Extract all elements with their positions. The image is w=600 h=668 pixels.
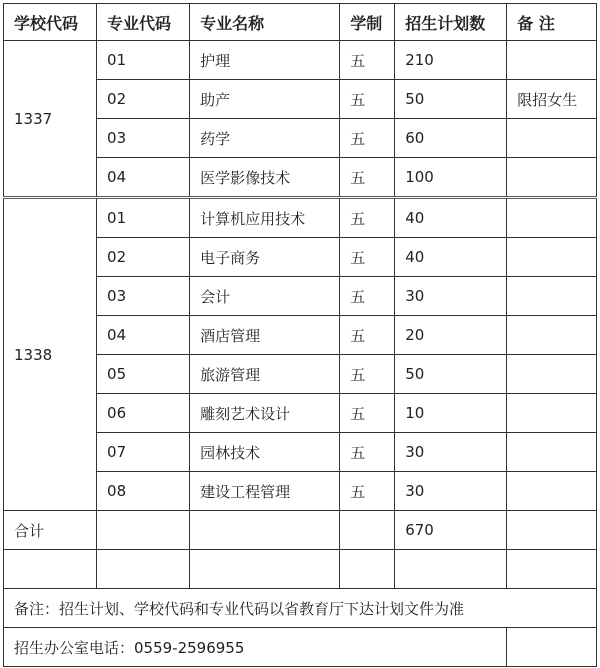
- empty-row: [4, 550, 597, 589]
- note-cell: [507, 119, 597, 158]
- major-name-cell: 雕刻艺术设计: [190, 394, 340, 433]
- plan-cell: 60: [395, 119, 507, 158]
- header-major-name: 专业名称: [190, 4, 340, 41]
- note-cell: [507, 238, 597, 277]
- major-name-cell: 护理: [190, 41, 340, 80]
- empty-cell: [507, 550, 597, 589]
- major-code-cell: 01: [97, 41, 190, 80]
- note-cell: [507, 394, 597, 433]
- empty-cell: [97, 550, 190, 589]
- major-code-cell: 04: [97, 316, 190, 355]
- major-name-cell: 计算机应用技术: [190, 198, 340, 238]
- enrollment-plan-table: [3, 3, 597, 667]
- major-name-cell: 电子商务: [190, 238, 340, 277]
- note-cell: [507, 158, 597, 198]
- table-row: [4, 198, 597, 238]
- plan-cell: 20: [395, 316, 507, 355]
- footer-phone-row: [4, 628, 597, 667]
- note-cell: [507, 41, 597, 80]
- empty-cell: [4, 550, 97, 589]
- plan-cell: 30: [395, 433, 507, 472]
- major-name-cell: 会计: [190, 277, 340, 316]
- years-cell: 五: [340, 394, 395, 433]
- plan-cell: 30: [395, 277, 507, 316]
- note-cell: [507, 277, 597, 316]
- empty-cell: [97, 511, 190, 550]
- major-code-cell: 04: [97, 158, 190, 198]
- years-cell: 五: [340, 158, 395, 198]
- school-code-cell: 1337: [4, 41, 97, 198]
- header-plan: 招生计划数: [395, 4, 507, 41]
- plan-cell: 10: [395, 394, 507, 433]
- major-code-cell: 08: [97, 472, 190, 511]
- major-name-cell: 医学影像技术: [190, 158, 340, 198]
- empty-cell: [340, 511, 395, 550]
- major-name-cell: 建设工程管理: [190, 472, 340, 511]
- major-code-cell: 01: [97, 198, 190, 238]
- plan-cell: 100: [395, 158, 507, 198]
- table-header-row: [4, 4, 597, 41]
- table-row: [4, 41, 597, 80]
- years-cell: 五: [340, 355, 395, 394]
- major-code-cell: 06: [97, 394, 190, 433]
- major-name-cell: 旅游管理: [190, 355, 340, 394]
- empty-cell: [190, 511, 340, 550]
- years-cell: 五: [340, 198, 395, 238]
- note-cell: [507, 198, 597, 238]
- major-code-cell: 05: [97, 355, 190, 394]
- note-cell: [507, 472, 597, 511]
- plan-cell: 210: [395, 41, 507, 80]
- header-years: 学制: [340, 4, 395, 41]
- header-major-code: 专业代码: [97, 4, 190, 41]
- note-cell: 限招女生: [507, 80, 597, 119]
- total-row: [4, 511, 597, 550]
- years-cell: 五: [340, 316, 395, 355]
- plan-cell: 40: [395, 198, 507, 238]
- years-cell: 五: [340, 277, 395, 316]
- note-cell: [507, 316, 597, 355]
- major-name-cell: 药学: [190, 119, 340, 158]
- empty-cell: [507, 511, 597, 550]
- school-code-cell: 1338: [4, 198, 97, 511]
- plan-cell: 40: [395, 238, 507, 277]
- major-code-cell: 03: [97, 119, 190, 158]
- empty-cell: [340, 550, 395, 589]
- years-cell: 五: [340, 238, 395, 277]
- footer-note: 备注：招生计划、学校代码和专业代码以省教育厅下达计划文件为准: [4, 589, 597, 628]
- empty-cell: [395, 550, 507, 589]
- major-code-cell: 02: [97, 80, 190, 119]
- plan-cell: 30: [395, 472, 507, 511]
- footer-note-row: [4, 589, 597, 628]
- footer-phone: 招生办公室电话：0559-2596955: [4, 628, 507, 667]
- major-code-cell: 02: [97, 238, 190, 277]
- major-name-cell: 助产: [190, 80, 340, 119]
- total-plan: 670: [395, 511, 507, 550]
- plan-cell: 50: [395, 355, 507, 394]
- major-name-cell: 酒店管理: [190, 316, 340, 355]
- major-code-cell: 03: [97, 277, 190, 316]
- years-cell: 五: [340, 472, 395, 511]
- years-cell: 五: [340, 119, 395, 158]
- major-name-cell: 园林技术: [190, 433, 340, 472]
- header-school-code: 学校代码: [4, 4, 97, 41]
- note-cell: [507, 355, 597, 394]
- plan-cell: 50: [395, 80, 507, 119]
- years-cell: 五: [340, 433, 395, 472]
- total-label: 合计: [4, 511, 97, 550]
- header-note: 备 注: [507, 4, 597, 41]
- years-cell: 五: [340, 41, 395, 80]
- major-code-cell: 07: [97, 433, 190, 472]
- years-cell: 五: [340, 80, 395, 119]
- note-cell: [507, 433, 597, 472]
- empty-cell: [190, 550, 340, 589]
- empty-cell: [507, 628, 597, 667]
